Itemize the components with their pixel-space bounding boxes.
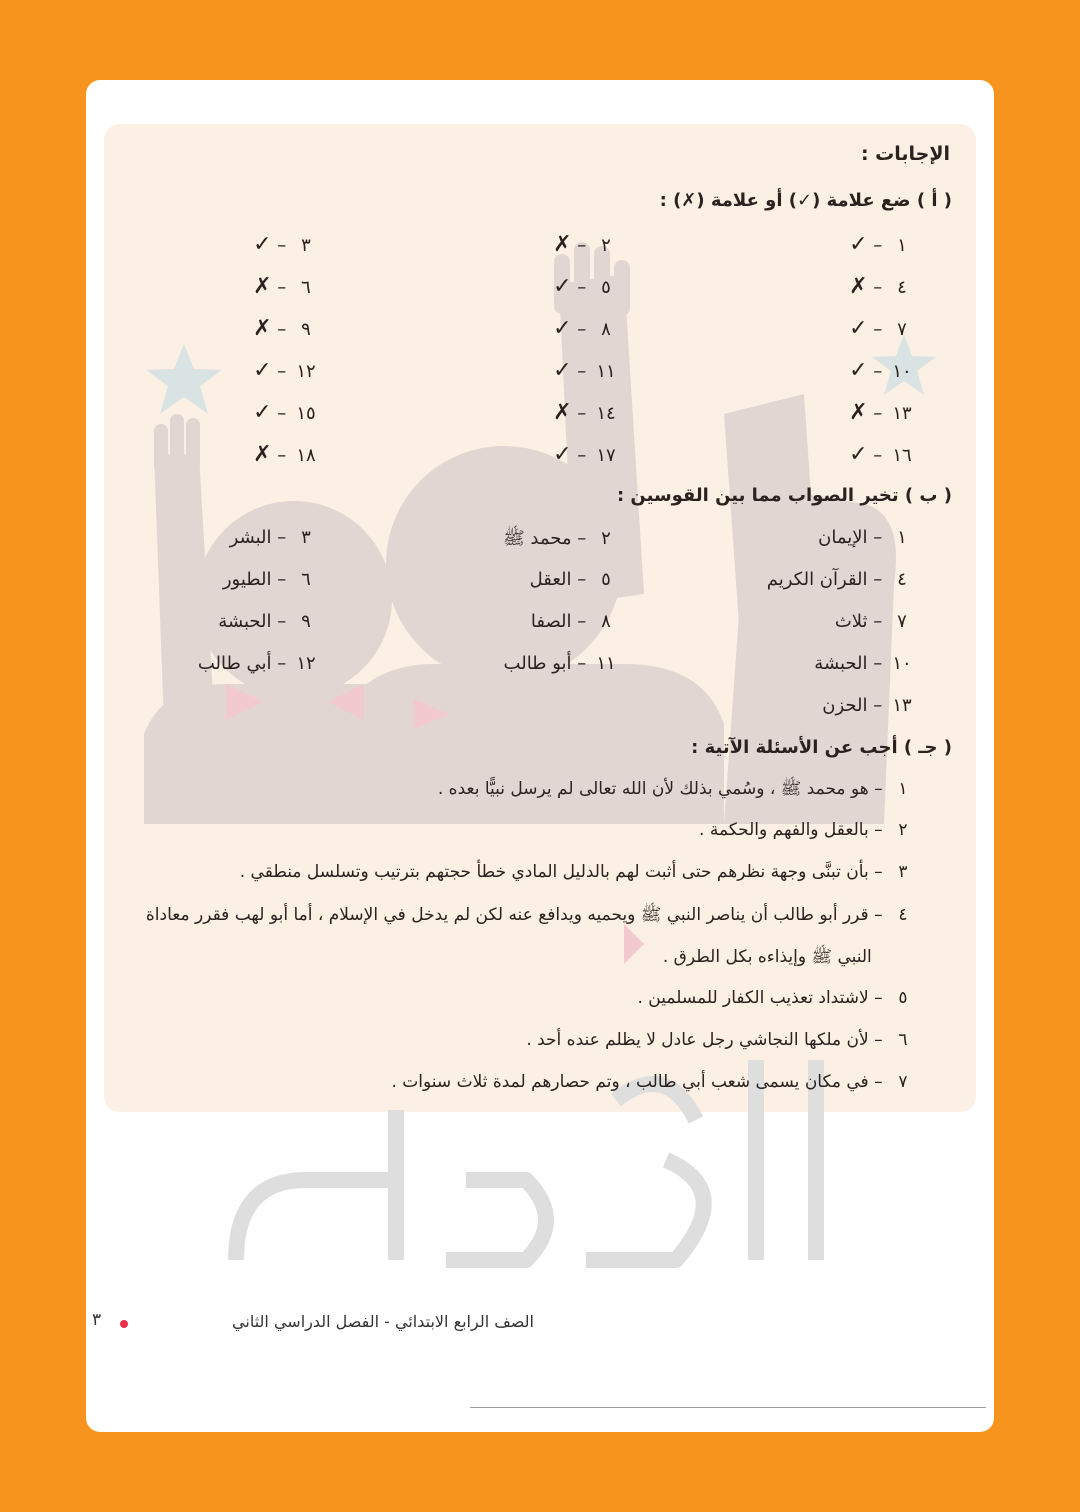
section-b-item [814, 653, 916, 674]
section-a-item [253, 358, 320, 383]
item-answer: الطيور [222, 569, 272, 590]
dash-separator: – [868, 820, 888, 840]
section-a-item [553, 232, 620, 257]
dash-separator: – [571, 361, 592, 382]
dash-separator: – [867, 361, 888, 382]
cross-mark-icon: ✗ [253, 316, 272, 341]
answer-content [86, 80, 994, 1432]
section-c-answer [637, 988, 918, 1008]
answer-text: هو محمد ﷺ ، وسُمي بذلك لأن الله تعالى لم يرسل نبيًّا بعده . [437, 779, 869, 799]
item-number: ٥ [601, 569, 611, 590]
item-number: ٤ [898, 905, 908, 925]
item-number: ١٠ [892, 653, 912, 674]
section-b-item [223, 569, 320, 590]
item-answer: الحبشة [814, 653, 868, 674]
item-number: ٢ [898, 820, 908, 840]
item-number: ١٤ [596, 403, 616, 424]
page-title: الإجابات : [860, 143, 950, 165]
dash-separator: – [571, 445, 592, 466]
section-a-item [253, 274, 320, 299]
item-number: ٧ [898, 1072, 908, 1092]
section-b-item [767, 569, 916, 590]
section-a-item [849, 316, 916, 341]
section-c-answer [663, 946, 918, 971]
item-number: ١٨ [296, 445, 316, 466]
page-number: ٣ [92, 1310, 102, 1330]
cross-mark-icon: ✗ [553, 400, 572, 425]
section-a-item [553, 274, 620, 299]
page-sheet [86, 80, 994, 1432]
item-number: ١ [898, 779, 908, 799]
item-answer: الحزن [822, 695, 868, 716]
dash-separator [872, 947, 888, 967]
item-number: ٩ [301, 319, 311, 340]
dash-separator: – [867, 445, 888, 466]
dash-separator: – [571, 528, 592, 549]
check-mark-icon: ✓ [553, 274, 572, 299]
section-c-answer [699, 820, 918, 840]
dash-separator: – [868, 779, 888, 799]
section-a-item [553, 316, 620, 341]
dash-separator: – [868, 1072, 888, 1092]
check-mark-icon: ✓ [253, 400, 272, 425]
dash-separator: – [271, 611, 292, 632]
dash-separator: – [867, 569, 888, 590]
dash-separator: – [571, 235, 592, 256]
item-number: ١٢ [296, 653, 316, 674]
footer-rule [470, 1407, 986, 1408]
section-c-answer [146, 904, 918, 929]
item-number: ٦ [301, 569, 311, 590]
dash-separator: – [868, 905, 888, 925]
item-answer: الإيمان [818, 527, 868, 548]
item-number: ٢ [601, 528, 611, 549]
dash-separator: – [867, 235, 888, 256]
check-mark-icon: ✓ [849, 358, 868, 383]
item-answer: الحبشة [218, 611, 272, 632]
section-a-item [553, 358, 620, 383]
answer-text: في مكان يسمى شعب أبي طالب ، وتم حصارهم لمدة ثلاث سنوات . [391, 1072, 869, 1092]
answer-text: لاشتداد تعذيب الكفار للمسلمين . [637, 988, 869, 1008]
item-number: ١٣ [892, 695, 912, 716]
item-number: ٣ [301, 527, 311, 548]
section-c-answer [240, 862, 918, 882]
item-number: ٢ [601, 235, 611, 256]
check-mark-icon: ✓ [553, 442, 572, 467]
footer-dot-icon [120, 1320, 128, 1328]
dash-separator: – [867, 695, 888, 716]
item-number: ١١ [596, 361, 616, 382]
section-b-item [822, 695, 916, 716]
check-mark-icon: ✓ [553, 358, 572, 383]
item-answer: محمد ﷺ [502, 528, 572, 549]
dash-separator: – [571, 569, 592, 590]
dash-separator: – [867, 319, 888, 340]
section-b-item [530, 569, 620, 590]
section-b-item [218, 611, 320, 632]
section-b-item [818, 527, 916, 548]
item-number: ١٠ [892, 361, 912, 382]
section-b-item [198, 653, 320, 674]
check-mark-icon: ✓ [553, 316, 572, 341]
dash-separator: – [271, 319, 292, 340]
dash-separator: – [571, 403, 592, 424]
section-c-answer [438, 778, 918, 803]
item-answer: ثلاث [834, 611, 868, 632]
item-answer: أبو طالب [503, 653, 572, 674]
section-b-item [504, 653, 620, 674]
item-number: ٩ [301, 611, 311, 632]
cross-mark-icon: ✗ [849, 274, 868, 299]
footer-grade-text: الصف الرابع الابتدائي - الفصل الدراسي الثاني [232, 1312, 534, 1331]
section-a-item [849, 400, 916, 425]
check-mark-icon: ✓ [849, 316, 868, 341]
item-number: ٤ [897, 569, 907, 590]
dash-separator: – [867, 527, 888, 548]
section-a-item [553, 442, 620, 467]
dash-separator: – [868, 862, 888, 882]
item-number: ٦ [301, 277, 311, 298]
answer-text: النبي ﷺ وإيذاءه بكل الطرق . [662, 947, 872, 967]
section-a-item [849, 442, 916, 467]
item-answer: القرآن الكريم [766, 569, 868, 590]
answer-text: لأن ملكها النجاشي رجل عادل لا يظلم عنده أحد . [526, 1030, 869, 1050]
item-answer: العقل [529, 569, 572, 590]
dash-separator: – [271, 527, 292, 548]
item-number: ١٦ [892, 445, 912, 466]
dash-separator: – [868, 988, 888, 1008]
item-number: ١٧ [596, 445, 616, 466]
item-number: ٣ [898, 862, 908, 882]
check-mark-icon: ✓ [253, 232, 272, 257]
section-a-item [553, 400, 620, 425]
item-answer: الصفا [530, 611, 572, 632]
section-a-item [253, 400, 320, 425]
dash-separator: – [867, 611, 888, 632]
check-mark-icon: ✓ [849, 232, 868, 257]
item-answer: البشر [229, 527, 272, 548]
item-number: ٨ [601, 319, 611, 340]
section-a-heading: ( أ ) ضع علامة (✓) أو علامة (✗) : [659, 190, 952, 211]
cross-mark-icon: ✗ [253, 274, 272, 299]
dash-separator: – [867, 653, 888, 674]
dash-separator: – [571, 653, 592, 674]
item-number: ٥ [898, 988, 908, 1008]
section-b-item [531, 611, 620, 632]
section-c-heading: ( جـ ) أجب عن الأسئلة الآتية : [691, 737, 952, 758]
section-b-item [835, 611, 916, 632]
section-c-answer [526, 1030, 918, 1050]
answer-text: بالعقل والفهم والحكمة . [699, 820, 869, 840]
item-number: ١ [897, 235, 907, 256]
item-answer: أبي طالب [197, 653, 272, 674]
section-a-item [849, 232, 916, 257]
dash-separator: – [571, 611, 592, 632]
item-number: ٣ [301, 235, 311, 256]
cross-mark-icon: ✗ [553, 232, 572, 257]
item-number: ١٢ [296, 361, 316, 382]
dash-separator: – [868, 1030, 888, 1050]
dash-separator: – [571, 319, 592, 340]
item-number: ١٥ [296, 403, 316, 424]
item-number: ١٣ [892, 403, 912, 424]
dash-separator: – [571, 277, 592, 298]
dash-separator: – [867, 403, 888, 424]
section-b-item [230, 527, 320, 548]
dash-separator: – [271, 403, 292, 424]
item-number: ١١ [596, 653, 616, 674]
section-c-answer [391, 1072, 918, 1092]
dash-separator: – [271, 445, 292, 466]
section-a-item [253, 316, 320, 341]
section-a-item [253, 442, 320, 467]
item-number: ٤ [897, 277, 907, 298]
dash-separator: – [271, 361, 292, 382]
item-number: ٧ [897, 611, 907, 632]
item-number: ٥ [601, 277, 611, 298]
answer-text: بأن تبنَّى وجهة نظرهم حتى أثبت لهم بالدليل المادي خطأ حجتهم بترتيب وتسلسل منطقي . [239, 862, 869, 882]
dash-separator: – [867, 277, 888, 298]
section-b-item [503, 527, 620, 553]
dash-separator: – [271, 277, 292, 298]
section-b-heading: ( ب ) تخير الصواب مما بين القوسين : [616, 485, 952, 506]
dash-separator: – [271, 569, 292, 590]
section-a-item [849, 358, 916, 383]
item-number: ٧ [897, 319, 907, 340]
item-number: ١ [897, 527, 907, 548]
check-mark-icon: ✓ [849, 442, 868, 467]
check-mark-icon: ✓ [253, 358, 272, 383]
item-number: ٨ [601, 611, 611, 632]
cross-mark-icon: ✗ [849, 400, 868, 425]
item-number: ٦ [898, 1030, 908, 1050]
dash-separator: – [271, 653, 292, 674]
cross-mark-icon: ✗ [253, 442, 272, 467]
answer-text: قرر أبو طالب أن يناصر النبي ﷺ ويحميه ويدافع عنه لكن لم يدخل في الإسلام ، أما أبو لهب فقرر معاداة [145, 905, 869, 925]
section-a-item [253, 232, 320, 257]
dash-separator: – [271, 235, 292, 256]
section-a-item [849, 274, 916, 299]
